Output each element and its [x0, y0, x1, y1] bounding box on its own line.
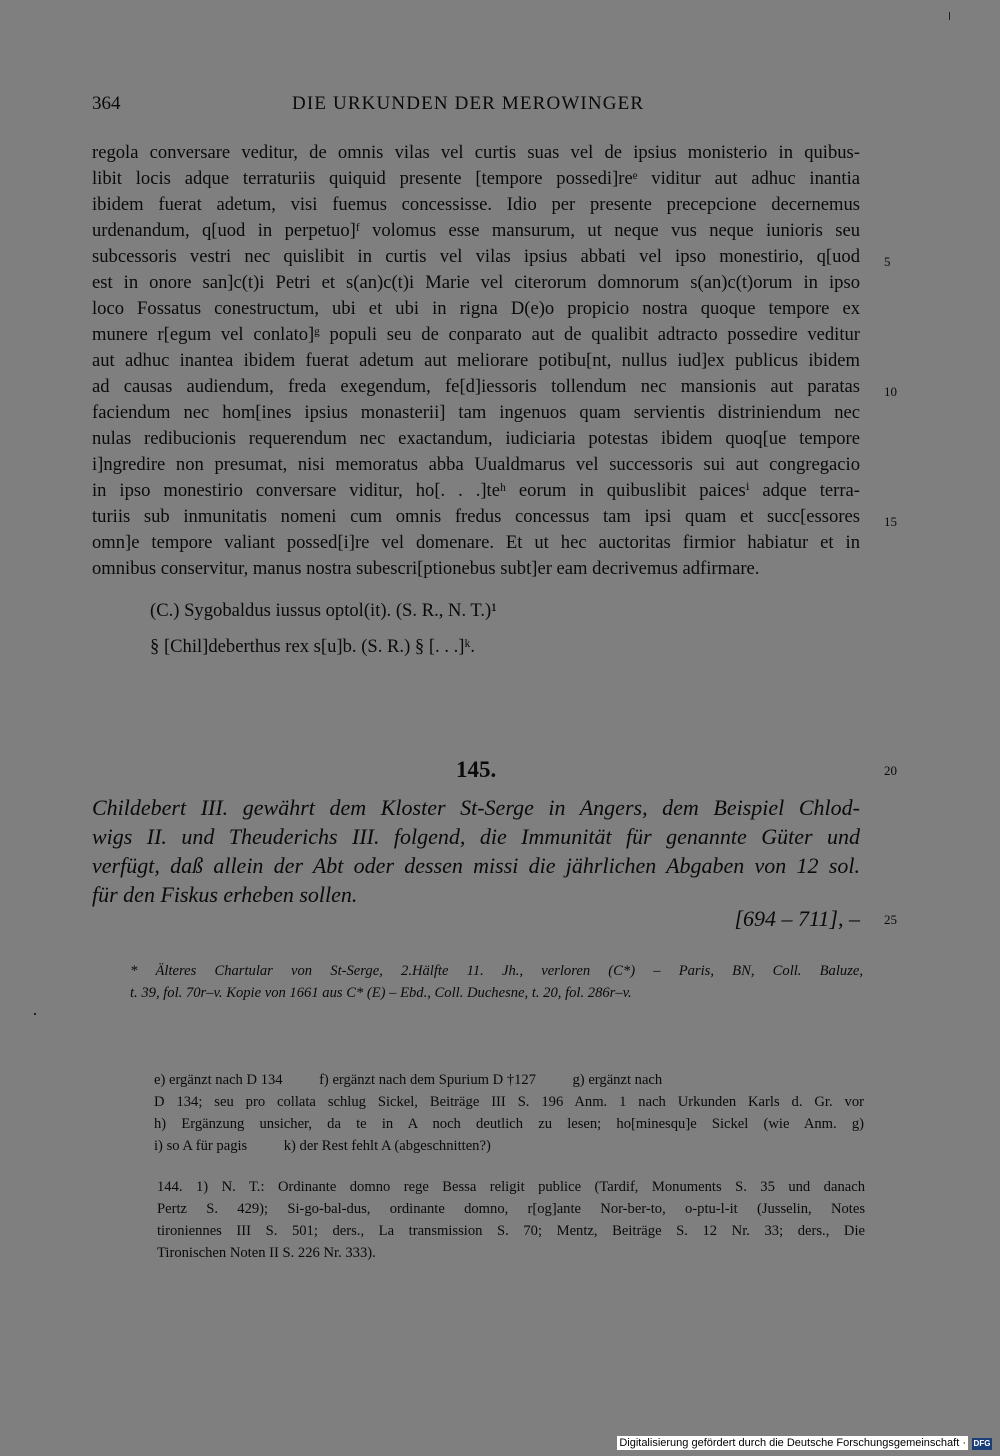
- line-number: 10: [884, 384, 897, 399]
- text-line: munere r[egum vel conlato]ᵍ populi seu de conparato aut de qualibit adtracto possedire veditur: [92, 324, 860, 345]
- text-line: turiis sub inmunitatis nomeni cum omnis fredus concessus tam ipsi quam et succ[essores: [92, 506, 860, 527]
- running-head: DIE URKUNDEN DER MEROWINGER: [292, 93, 645, 114]
- page-number: 364: [92, 93, 121, 114]
- note-line: Pertz S. 429); Si-go-bal-dus, ordinante domno, r[og]ante Nor-ber-to, o-ptu-l-it (Jusselin, Notes: [157, 1201, 865, 1217]
- text-line: subcessoris vestri nec quislibit in curtis vel vilas ipsius abbati vel ipso monestirio, q[uod: [92, 246, 860, 267]
- document-number: 145.: [456, 757, 497, 782]
- note-line: tironiennes III S. 501; ders., La transmission S. 70; Mentz, Beiträge S. 12 Nr. 33; ders., Die: [157, 1223, 865, 1239]
- text-line: ad causas audiendum, freda exegendum, fe[d]iessoris tollendum nec mansionis aut paratas: [92, 376, 860, 397]
- note-line: Tironischen Noten II S. 226 Nr. 333).: [157, 1245, 376, 1261]
- text-line: aut adhuc inantea ibidem fuerat adetum aut meliorare potibu[nt, nullus iud]ex publicus ibidem: [92, 350, 860, 371]
- line-number: 15: [884, 514, 897, 529]
- text-line: libit locis adque terraturiis quiquid presente [tempore possedi]reᵉ viditur aut adhuc inantia: [92, 168, 860, 189]
- note-line: 144. 1) N. T.: Ordinante domno rege Bessa religit publice (Tardif, Monuments S. 35 und danach: [157, 1179, 865, 1195]
- footnote-line: i) so A für pagis k) der Rest fehlt A (abgeschnitten?): [154, 1138, 491, 1154]
- footnote-line: D 134; seu pro collata schlug Sickel, Beiträge III S. 196 Anm. 1 nach Urkunden Karls d. Gr. vor: [154, 1094, 864, 1110]
- text-line: est in onore san]c(t)i Petri et s(an)c(t)i Marie vel citerorum domnorum s(an)c(t)orum in ipso: [92, 272, 860, 293]
- text-line: urdenandum, q[uod in perpetuo]ᶠ volomus esse mansurum, ut neque vus neque iunioris seu: [92, 220, 860, 241]
- line-number: 20: [884, 763, 897, 778]
- footnote-line: e) ergänzt nach D 134 f) ergänzt nach dem Spurium D †127 g) ergänzt nach: [154, 1072, 663, 1088]
- margin-dot: [34, 1013, 36, 1015]
- regest-line: für den Fiskus erheben sollen.: [92, 882, 358, 907]
- source-line: t. 39, fol. 70r–v. Kopie von 1661 aus C* (E) – Ebd., Coll. Duchesne, t. 20, fol. 286r–v.: [130, 985, 632, 1001]
- text-line: faciendum nec hom[ines ipsius monasterii] tam ingenuos quam servientis distriniendum nec: [92, 402, 860, 423]
- regest-line: verfügt, daß allein der Abt oder dessen missi die jährlichen Abgaben von 12 sol.: [92, 853, 860, 878]
- document-date: [694 – 711], –: [734, 906, 860, 931]
- source-line: * Älteres Chartular von St-Serge, 2.Hälfte 11. Jh., verloren (C*) – Paris, BN, Coll. Baluze,: [130, 963, 863, 979]
- text-line: in ipso monestirio conversare viditur, ho[. . .]teʰ eorum in quibuslibit paicesⁱ adque terra-: [92, 480, 860, 501]
- funding-credit: Digitalisierung gefördert durch die Deutsche Forschungsgemeinschaft ·: [619, 1437, 966, 1449]
- text-line: i]ngredire non presumat, nisi memoratus abba Uualdmarus vel successoris sui aut congregacio: [92, 454, 860, 475]
- text-line: ibidem fuerat adetum, visi fuemus concessisse. Idio per presente precepcione decernemus: [92, 194, 860, 215]
- footnote-line: h) Ergänzung unsicher, da te in A noch deutlich zu lesen; ho[minesqu]e Sickel (wie Anm. g): [154, 1116, 864, 1132]
- royal-subscription: § [Chil]deberthus rex s[u]b. (S. R.) § [. . .]ᵏ.: [150, 636, 476, 657]
- margin-tick: [949, 12, 950, 20]
- text-line: loco Fossatus conestructum, ubi et ubi in rigna D(e)o propicio nostra quoque tempore ex: [92, 298, 860, 319]
- text-line: omnibus conservitur, manus nostra subescri[ptionebus subt]er eam decrivemus adfirmare.: [92, 558, 760, 579]
- regest-line: wigs II. und Theuderichs III. folgend, die Immunität für genannte Güter und: [92, 824, 860, 849]
- text-line: regola conversare veditur, de omnis vilas vel curtis suas vel de ipsius monisterio in quibus-: [92, 142, 860, 163]
- text-line: nulas redibucionis requerendum nec exactandum, iudiciaria potestas ibidem quoq[ue tempore: [92, 428, 860, 449]
- referendary-subscription: (C.) Sygobaldus iussus optol(it). (S. R., N. T.)¹: [150, 600, 497, 621]
- line-number: 25: [884, 912, 897, 927]
- regest-line: Childebert III. gewährt dem Kloster St-Serge in Angers, dem Beispiel Chlod-: [92, 795, 860, 820]
- dfg-logo-icon: DFG: [973, 1439, 991, 1448]
- text-line: omn]e tempore valiant possed[i]re vel domenare. Et ut hec auctoritas firmior habiatur et in: [92, 532, 860, 553]
- line-number: 5: [884, 254, 891, 269]
